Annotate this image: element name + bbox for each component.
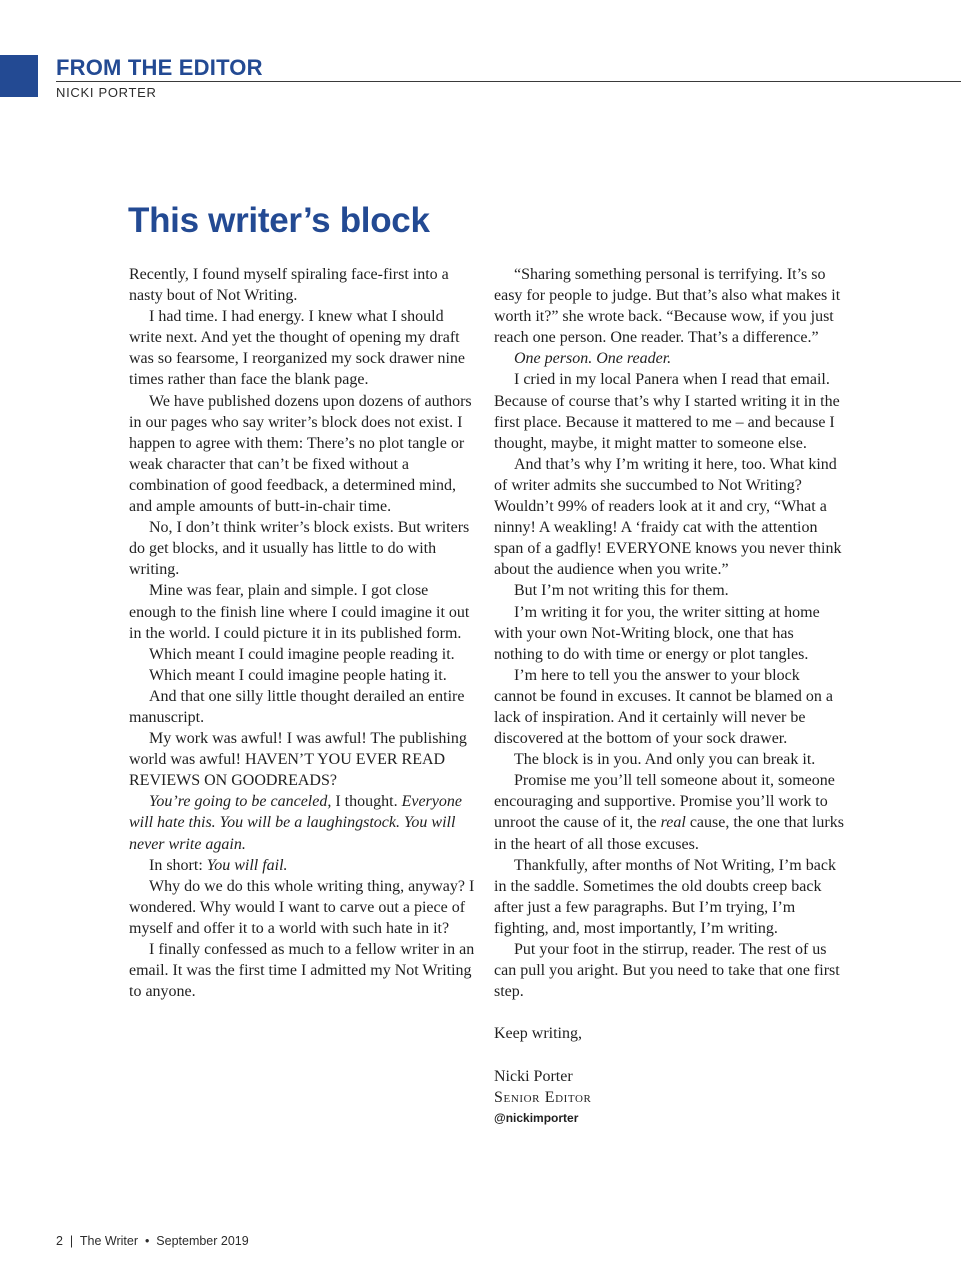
article-column-left [129,264,479,1002]
paragraph [129,855,479,876]
italic-text: One person. One reader. [514,350,672,368]
header-divider [56,81,961,82]
italic-text: You’re going to be canceled, [149,793,332,811]
paragraph: I finally confessed as much to a fellow writer in an email. It was the first time I admitted my Not Writing to anyone. [129,941,475,1001]
signoff-closing: Keep writing, [494,1025,582,1043]
paragraph [494,770,846,854]
paragraph: Which meant I could imagine people hating it. [149,666,447,684]
paragraph: Which meant I could imagine people reading it. [149,645,455,663]
plain-text: Promise me you’ll tell someone about it, someone encouraging and supportive. Promise you’ll work to unroot the cause of it, the [494,772,835,832]
paragraph: But I’m not writing this for them. [514,582,729,600]
italic-text: You will fail. [206,856,288,874]
paragraph: I had time. I had energy. I knew what I should write next. And yet the thought of opening my draft was so fearsome, I reorganized my sock drawer nine times rather than face the blank page. [129,308,466,389]
paragraph: Why do we do this whole writing thing, anyway? I wondered. Why would I want to carve out a piece of myself and offer it to a world with such hate in it? [129,877,475,937]
section-label: FROM THE EDITOR [56,55,263,80]
paragraph: No, I don’t think writer’s block exists. But writers do get blocks, and it usually has little to do with writing. [129,519,470,579]
footer-bullet: • [138,1234,157,1248]
paragraph: Put your foot in the stirrup, reader. The rest of us can pull you aright. But you need to take that one first step. [494,941,840,1001]
author-byline: NICKI PORTER [56,85,157,100]
paragraph: And that’s why I’m writing it here, too. What kind of writer admits she succumbed to Not Writing? Wouldn’t 99% of readers look at it and cry, “What a ninny! A weakling! A ‘fraidy cat with the attention span of a gadfly! EVERYONE knows you never think about the audience when you write.” [494,455,842,579]
plain-text: I thought. [331,793,402,811]
section-color-tab [0,55,38,97]
paragraph: And that one silly little thought derailed an entire manuscript. [129,687,465,726]
page-number: 2 [56,1234,63,1248]
italic-text: real [660,814,686,832]
paragraph: I cried in my local Panera when I read that email. Because of course that’s why I started writing it in the first place. Because it mattered to me – and because I thought, maybe, it might matter to someone else. [494,371,840,452]
paragraph: Mine was fear, plain and simple. I got close enough to the finish line where I could imagine it out in the world. I could picture it in its published form. [129,582,470,642]
paragraph: Thankfully, after months of Not Writing, I’m back in the saddle. Sometimes the old doubts creep back after just a few paragraphs. But I’m trying, I’m fighting, and, most importantly, I’m writing. [494,856,836,937]
plain-text: In short: [149,856,207,874]
social-handle: @nickimporter [494,1110,579,1125]
paragraph [129,791,479,854]
paragraph: We have published dozens upon dozens of authors in our pages who say writer’s block does not exist. I happen to agree with them: There’s no plot tangle or weak character that can’t be fixed without a combination of good feedback, a determined mind, and ample amounts of butt-in-chair time. [129,392,472,516]
paragraph: I’m writing it for you, the writer sitting at home with your own Not-Writing block, one that has nothing to do with time or energy or plot tangles. [494,603,820,663]
signoff-name: Nicki Porter [494,1067,573,1085]
footer-separator: | [62,1234,80,1248]
paragraph: Recently, I found myself spiraling face-first into a nasty bout of Not Writing. [129,266,449,305]
article-column-right [494,264,846,1129]
signoff-role: Senior Editor [494,1088,592,1106]
italic-text: Everyone will hate this. You will be a laughingstock. You will never write again. [129,793,462,853]
publication-name: The Writer [79,1234,138,1248]
page-footer [56,1233,249,1249]
paragraph: The block is in you. And only you can break it. [514,751,816,769]
paragraph: I’m here to tell you the answer to your block cannot be found in excuses. It cannot be blamed on a lack of inspiration. And it certainly will never be discovered at the bottom of your sock drawer. [494,666,833,748]
paragraph [494,348,846,369]
paragraph: My work was awful! I was awful! The publishing world was awful! HAVEN’T YOU EVER READ REVIEWS ON GOODREADS? [129,730,467,790]
paragraph: “Sharing something personal is terrifying. It’s so easy for people to judge. But that’s also what makes it worth it?” she wrote back. “Because wow, if you just reach one person. One reader. That’s a difference.” [494,266,841,347]
article-title: This writer’s block [128,201,430,240]
issue-date: September 2019 [156,1234,249,1248]
plain-text: cause, the one that lurks in the heart of all those excuses. [494,814,844,853]
